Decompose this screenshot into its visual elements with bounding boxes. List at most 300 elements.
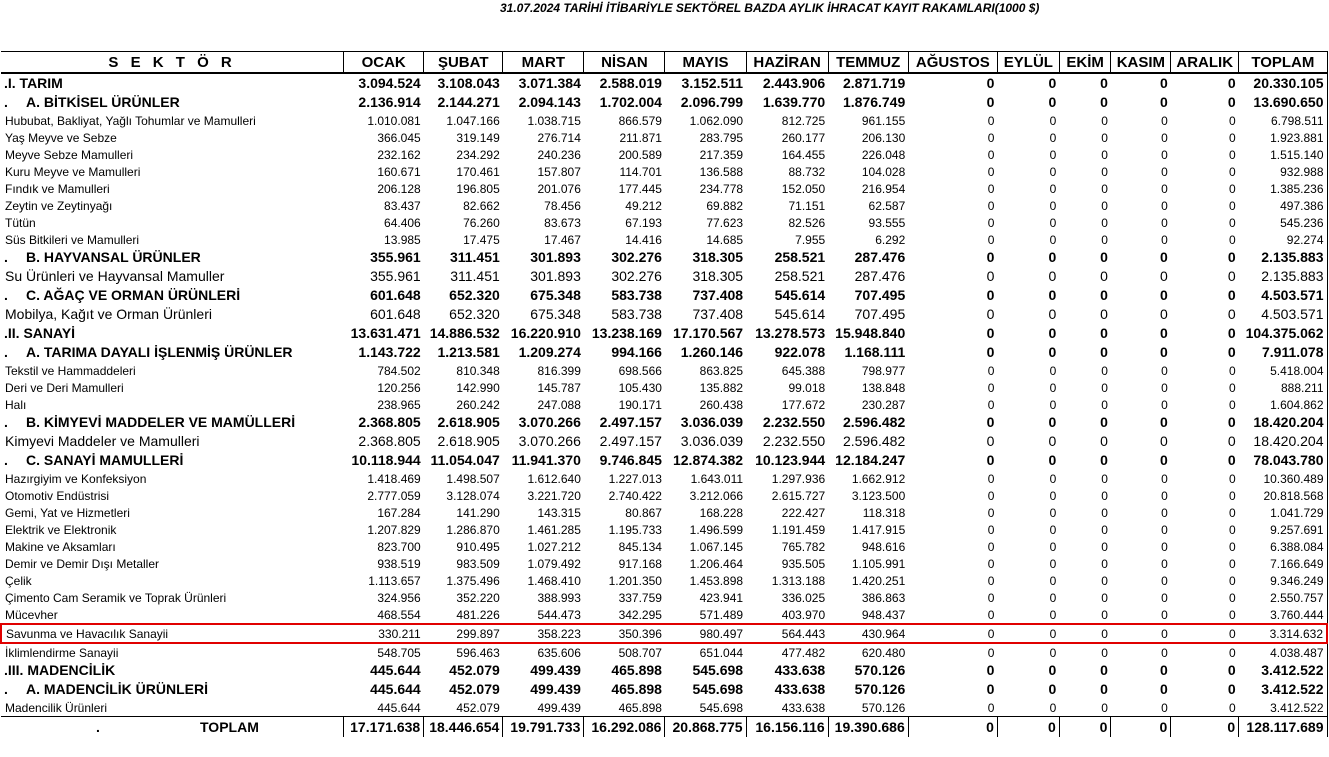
row-label-cell bbox=[1, 643, 344, 661]
value-cell: 0 bbox=[1049, 471, 1057, 486]
value-cell: 0 bbox=[1101, 556, 1108, 571]
value-cell: 128.117.689 bbox=[1239, 717, 1327, 738]
value-cell: 0 bbox=[1227, 306, 1236, 322]
row-label-cell bbox=[1, 343, 344, 362]
value-cell: 17.171.638 bbox=[344, 717, 424, 738]
value-cell: 1.143.722 bbox=[358, 344, 421, 360]
value-cell: 0 bbox=[997, 717, 1059, 738]
value-cell: 932.988 bbox=[1239, 163, 1327, 180]
value-cell: 0 bbox=[1229, 147, 1236, 162]
value-cell: 0 bbox=[1229, 539, 1236, 554]
value-cell: 0 bbox=[987, 645, 995, 660]
value-cell: 12.184.247 bbox=[835, 452, 906, 468]
value-cell: 13.985 bbox=[384, 232, 421, 247]
table-row bbox=[1, 413, 1327, 432]
value-cell: 0 bbox=[986, 325, 995, 341]
row-label-cell bbox=[1, 413, 344, 432]
value-cell: 0 bbox=[1100, 662, 1108, 678]
row-label: Otomotiv Endüstrisi bbox=[5, 488, 110, 503]
value-cell: 18.420.204 bbox=[1239, 432, 1327, 451]
value-cell: 0 bbox=[1161, 198, 1168, 213]
value-cell: 13.238.169 bbox=[591, 325, 662, 341]
table-row bbox=[1, 286, 1327, 305]
value-cell: 299.897 bbox=[424, 624, 503, 643]
value-cell: 0 bbox=[1049, 380, 1057, 395]
header-col: KASIM bbox=[1111, 52, 1171, 74]
value-cell: 0 bbox=[1111, 624, 1171, 643]
value-cell: 0 bbox=[1100, 75, 1108, 91]
value-cell: 707.495 bbox=[854, 306, 906, 322]
value-cell: 601.648 bbox=[370, 287, 421, 303]
value-cell: 1.209.274 bbox=[518, 344, 581, 360]
value-cell: 78.043.780 bbox=[1239, 451, 1327, 470]
value-cell: 652.320 bbox=[449, 287, 500, 303]
value-cell: 0 bbox=[1159, 75, 1168, 91]
header-col: TEMMUZ bbox=[828, 52, 908, 74]
value-cell: 2.550.757 bbox=[1239, 589, 1327, 606]
value-cell: 7.166.649 bbox=[1239, 555, 1327, 572]
value-cell: 3.128.074 bbox=[446, 488, 500, 503]
value-cell: 2.135.883 bbox=[1239, 267, 1327, 286]
value-cell: 13.690.650 bbox=[1239, 93, 1327, 112]
value-cell: 823.700 bbox=[377, 539, 421, 554]
value-cell: 0 bbox=[987, 505, 995, 520]
value-cell: 433.638 bbox=[774, 681, 826, 697]
value-cell: 0 bbox=[1049, 113, 1057, 128]
value-cell: 917.168 bbox=[618, 556, 662, 571]
value-cell: 143.315 bbox=[537, 505, 581, 520]
value-cell: 3.036.039 bbox=[680, 414, 744, 430]
value-cell: 0 bbox=[1159, 306, 1168, 322]
row-label-cell bbox=[1, 93, 344, 112]
value-cell: 0 bbox=[997, 624, 1059, 643]
value-cell: 388.993 bbox=[537, 590, 581, 605]
value-cell: 1.062.090 bbox=[689, 113, 744, 128]
value-cell: 232.162 bbox=[377, 147, 421, 162]
value-cell: 508.707 bbox=[618, 645, 662, 660]
table-row bbox=[1, 324, 1327, 343]
value-cell: 0 bbox=[1159, 249, 1168, 265]
value-cell: 0 bbox=[1227, 681, 1236, 697]
value-cell: 0 bbox=[1229, 590, 1236, 605]
value-cell: 737.408 bbox=[692, 287, 744, 303]
value-cell: 0 bbox=[1101, 113, 1108, 128]
row-label-cell bbox=[1, 305, 344, 324]
value-cell: 283.795 bbox=[699, 130, 744, 145]
table-row bbox=[1, 432, 1327, 451]
value-cell: 0 bbox=[1227, 433, 1236, 449]
row-label: Mücevher bbox=[5, 607, 58, 622]
table-row bbox=[1, 680, 1327, 699]
row-label: Meyve Sebze Mamulleri bbox=[5, 147, 134, 162]
value-cell: 445.644 bbox=[370, 662, 421, 678]
value-cell: 1.191.459 bbox=[771, 522, 826, 537]
value-cell: 0 bbox=[1161, 232, 1168, 247]
value-cell: 0 bbox=[1049, 363, 1057, 378]
value-cell: 737.408 bbox=[692, 306, 744, 322]
value-cell: 2.368.805 bbox=[358, 433, 421, 449]
table-body bbox=[1, 73, 1327, 737]
value-cell: 545.698 bbox=[692, 662, 744, 678]
value-cell: 69.882 bbox=[706, 198, 744, 213]
value-cell: 0 bbox=[1101, 590, 1108, 605]
value-cell: 2.740.422 bbox=[608, 488, 662, 503]
row-label-cell bbox=[1, 231, 344, 248]
value-cell: 0 bbox=[1171, 717, 1239, 738]
table-row bbox=[1, 112, 1327, 129]
value-cell: 234.292 bbox=[456, 147, 500, 162]
value-cell: 62.587 bbox=[868, 198, 906, 213]
value-cell: 570.126 bbox=[854, 662, 906, 678]
value-cell: 258.521 bbox=[774, 268, 826, 284]
value-cell: 6.798.511 bbox=[1239, 112, 1327, 129]
value-cell: 105.430 bbox=[618, 380, 662, 395]
value-cell: 3.412.522 bbox=[1239, 680, 1327, 699]
value-cell: 0 bbox=[1159, 287, 1168, 303]
value-cell: 20.818.568 bbox=[1239, 487, 1327, 504]
value-cell: 0 bbox=[1100, 344, 1108, 360]
value-cell: 0 bbox=[1101, 471, 1108, 486]
value-cell: 0 bbox=[987, 380, 995, 395]
value-cell: 287.476 bbox=[854, 249, 906, 265]
value-cell: 980.497 bbox=[665, 624, 746, 643]
value-cell: 0 bbox=[1161, 471, 1168, 486]
value-cell: 0 bbox=[987, 522, 995, 537]
value-cell: 0 bbox=[1100, 268, 1108, 284]
value-cell: 336.025 bbox=[781, 590, 826, 605]
value-cell: 0 bbox=[987, 363, 995, 378]
value-cell: 935.505 bbox=[781, 556, 826, 571]
value-cell: 0 bbox=[1101, 380, 1108, 395]
row-prefix: . bbox=[4, 249, 8, 265]
value-cell: 0 bbox=[1229, 471, 1236, 486]
value-cell: 152.050 bbox=[781, 181, 826, 196]
value-cell: 6.292 bbox=[875, 232, 906, 247]
row-label-cell bbox=[1, 470, 344, 487]
value-cell: 2.871.719 bbox=[842, 75, 906, 91]
value-cell: 0 bbox=[1227, 287, 1236, 303]
value-cell: 888.211 bbox=[1239, 379, 1327, 396]
value-cell: 1.105.991 bbox=[851, 556, 906, 571]
value-cell: 961.155 bbox=[861, 113, 906, 128]
row-label: I. TARIM bbox=[7, 75, 63, 91]
table-row bbox=[1, 699, 1327, 717]
value-cell: 14.416 bbox=[625, 232, 662, 247]
value-cell: 9.257.691 bbox=[1239, 521, 1327, 538]
value-cell: 0 bbox=[1048, 681, 1057, 697]
value-cell: 358.223 bbox=[503, 624, 584, 643]
value-cell: 983.509 bbox=[456, 556, 500, 571]
value-cell: 17.467 bbox=[544, 232, 581, 247]
value-cell: 1.207.829 bbox=[367, 522, 421, 537]
value-cell: 240.236 bbox=[537, 147, 581, 162]
table-row bbox=[1, 606, 1327, 624]
value-cell: 635.606 bbox=[537, 645, 581, 660]
value-cell: 1.038.715 bbox=[527, 113, 581, 128]
row-prefix: . bbox=[4, 94, 8, 110]
value-cell: 765.782 bbox=[781, 539, 826, 554]
value-cell: 2.618.905 bbox=[437, 414, 500, 430]
value-cell: 564.443 bbox=[746, 624, 828, 643]
value-cell: 675.348 bbox=[530, 306, 581, 322]
value-cell: 0 bbox=[1100, 306, 1108, 322]
value-cell: 157.807 bbox=[537, 164, 581, 179]
row-label-cell bbox=[1, 572, 344, 589]
row-label: Makine ve Aksamları bbox=[5, 539, 116, 554]
row-label-cell bbox=[1, 624, 344, 643]
value-cell: 92.274 bbox=[1239, 231, 1327, 248]
value-cell: 64.406 bbox=[384, 215, 421, 230]
value-cell: 0 bbox=[1049, 556, 1057, 571]
value-cell: 145.787 bbox=[537, 380, 581, 395]
value-cell: 16.292.086 bbox=[584, 717, 665, 738]
row-label: Elektrik ve Elektronik bbox=[5, 522, 117, 537]
row-prefix: . bbox=[4, 662, 8, 678]
value-cell: 0 bbox=[987, 397, 995, 412]
value-cell: 1.010.081 bbox=[367, 113, 421, 128]
value-cell: 71.151 bbox=[788, 198, 826, 213]
value-cell: 1.468.410 bbox=[527, 573, 581, 588]
value-cell: 0 bbox=[1229, 522, 1236, 537]
row-label-cell bbox=[1, 267, 344, 286]
value-cell: 0 bbox=[1049, 700, 1057, 715]
value-cell: 0 bbox=[1049, 215, 1057, 230]
value-cell: 16.156.116 bbox=[746, 717, 828, 738]
value-cell: 0 bbox=[1101, 215, 1108, 230]
value-cell: 0 bbox=[987, 164, 995, 179]
value-cell: 0 bbox=[1161, 488, 1168, 503]
value-cell: 0 bbox=[986, 433, 995, 449]
row-label-cell bbox=[1, 661, 344, 680]
header-col: AĞUSTOS bbox=[908, 52, 997, 74]
row-label-cell bbox=[1, 163, 344, 180]
report-title: 31.07.2024 TARİHİ İTİBARİYLE SEKTÖREL BAZDA AYLIK İHRACAT KAYIT RAKAMLARI(1000 $) bbox=[500, 1, 1040, 15]
value-cell: 14.685 bbox=[706, 232, 744, 247]
value-cell: 0 bbox=[1161, 164, 1168, 179]
row-label-cell bbox=[1, 521, 344, 538]
value-cell: 0 bbox=[1159, 94, 1168, 110]
row-label-cell bbox=[1, 129, 344, 146]
value-cell: 1.496.599 bbox=[689, 522, 744, 537]
value-cell: 0 bbox=[1161, 700, 1168, 715]
value-cell: 3.314.632 bbox=[1239, 624, 1327, 643]
value-cell: 0 bbox=[1229, 198, 1236, 213]
value-cell: 136.588 bbox=[699, 164, 744, 179]
value-cell: 445.644 bbox=[377, 700, 421, 715]
value-cell: 302.276 bbox=[611, 268, 662, 284]
value-cell: 0 bbox=[1229, 380, 1236, 395]
row-label-cell bbox=[1, 248, 344, 267]
value-cell: 433.638 bbox=[774, 662, 826, 678]
value-cell: 0 bbox=[1159, 325, 1168, 341]
value-cell: 1.213.581 bbox=[437, 344, 500, 360]
value-cell: 784.502 bbox=[377, 363, 421, 378]
value-cell: 2.497.157 bbox=[599, 433, 662, 449]
row-label: A. BİTKİSEL ÜRÜNLER bbox=[26, 94, 180, 110]
value-cell: 1.041.729 bbox=[1239, 504, 1327, 521]
row-prefix: . bbox=[4, 75, 8, 91]
value-cell: 18.446.654 bbox=[424, 717, 503, 738]
value-cell: 0 bbox=[1227, 662, 1236, 678]
value-cell: 620.480 bbox=[861, 645, 906, 660]
row-label: Demir ve Demir Dışı Metaller bbox=[5, 556, 160, 571]
row-label: Su Ürünleri ve Hayvansal Mamuller bbox=[5, 268, 225, 284]
value-cell: 545.614 bbox=[774, 287, 826, 303]
value-cell: 0 bbox=[1229, 488, 1236, 503]
value-cell: 0 bbox=[1161, 556, 1168, 571]
value-cell: 2.136.914 bbox=[358, 94, 421, 110]
value-cell: 0 bbox=[1048, 414, 1057, 430]
row-label: Zeytin ve Zeytinyağı bbox=[5, 198, 113, 213]
value-cell: 0 bbox=[1049, 130, 1057, 145]
value-cell: 196.805 bbox=[456, 181, 500, 196]
value-cell: 355.961 bbox=[370, 268, 421, 284]
value-cell: 49.212 bbox=[625, 198, 662, 213]
value-cell: 0 bbox=[1049, 539, 1057, 554]
row-label-cell bbox=[1, 362, 344, 379]
row-label-cell bbox=[1, 396, 344, 413]
row-label: III. MADENCİLİK bbox=[7, 662, 116, 678]
table-row bbox=[1, 504, 1327, 521]
value-cell: 1.227.013 bbox=[608, 471, 662, 486]
value-cell: 0 bbox=[1101, 363, 1108, 378]
row-label-cell bbox=[1, 589, 344, 606]
value-cell: 0 bbox=[1161, 147, 1168, 162]
row-label: Madencilik Ürünleri bbox=[5, 700, 108, 715]
row-label-cell bbox=[1, 680, 344, 699]
value-cell: 1.876.749 bbox=[842, 94, 906, 110]
value-cell: 545.698 bbox=[692, 681, 744, 697]
row-label: Çimento Cam Seramik ve Toprak Ürünleri bbox=[5, 590, 227, 605]
table-row bbox=[1, 248, 1327, 267]
value-cell: 0 bbox=[1229, 573, 1236, 588]
value-cell: 337.759 bbox=[618, 590, 662, 605]
table-row bbox=[1, 555, 1327, 572]
value-cell: 0 bbox=[1101, 198, 1108, 213]
table-row bbox=[1, 661, 1327, 680]
value-cell: 1.453.898 bbox=[689, 573, 744, 588]
value-cell: 2.096.799 bbox=[680, 94, 744, 110]
value-cell: 160.671 bbox=[377, 164, 421, 179]
value-cell: 0 bbox=[1048, 287, 1057, 303]
value-cell: 465.898 bbox=[618, 700, 662, 715]
row-label: II. SANAYİ bbox=[7, 325, 76, 341]
value-cell: 164.455 bbox=[781, 147, 826, 162]
table-row bbox=[1, 305, 1327, 324]
header-col: ARALIK bbox=[1171, 52, 1239, 74]
row-label: Mobilya, Kağıt ve Orman Ürünleri bbox=[5, 306, 212, 322]
value-cell: 0 bbox=[986, 268, 995, 284]
table-row bbox=[1, 717, 1327, 738]
header-col: MAYIS bbox=[665, 52, 746, 74]
value-cell: 1.201.350 bbox=[608, 573, 662, 588]
value-cell: 104.375.062 bbox=[1239, 324, 1327, 343]
header-col: EYLÜL bbox=[997, 52, 1059, 74]
value-cell: 17.170.567 bbox=[672, 325, 744, 341]
value-cell: 6.388.084 bbox=[1239, 538, 1327, 555]
value-cell: 948.437 bbox=[861, 607, 906, 622]
value-cell: 206.128 bbox=[377, 181, 421, 196]
table-row bbox=[1, 589, 1327, 606]
value-cell: 3.036.039 bbox=[680, 433, 744, 449]
value-cell: 0 bbox=[1229, 164, 1236, 179]
table-header bbox=[1, 52, 1327, 74]
value-cell: 141.290 bbox=[456, 505, 500, 520]
value-cell: 675.348 bbox=[530, 287, 581, 303]
value-cell: 548.705 bbox=[377, 645, 421, 660]
value-cell: 82.526 bbox=[788, 215, 826, 230]
value-cell: 0 bbox=[1229, 397, 1236, 412]
value-cell: 0 bbox=[1049, 573, 1057, 588]
value-cell: 2.588.019 bbox=[599, 75, 662, 91]
value-cell: 698.566 bbox=[618, 363, 662, 378]
value-cell: 5.418.004 bbox=[1239, 362, 1327, 379]
value-cell: 0 bbox=[1229, 505, 1236, 520]
value-cell: 0 bbox=[1049, 505, 1057, 520]
table-row bbox=[1, 362, 1327, 379]
value-cell: 497.386 bbox=[1239, 197, 1327, 214]
value-cell: 1.418.469 bbox=[367, 471, 421, 486]
value-cell: 247.088 bbox=[537, 397, 581, 412]
row-label-cell bbox=[1, 538, 344, 555]
value-cell: 83.673 bbox=[544, 215, 581, 230]
row-label-cell bbox=[1, 606, 344, 624]
value-cell: 0 bbox=[1229, 215, 1236, 230]
value-cell: 1.375.496 bbox=[446, 573, 500, 588]
value-cell: 0 bbox=[1101, 181, 1108, 196]
value-cell: 0 bbox=[908, 717, 997, 738]
value-cell: 452.079 bbox=[456, 700, 500, 715]
value-cell: 810.348 bbox=[456, 363, 500, 378]
value-cell: 0 bbox=[987, 488, 995, 503]
row-label-cell bbox=[1, 197, 344, 214]
value-cell: 0 bbox=[1049, 232, 1057, 247]
value-cell: 78.456 bbox=[544, 198, 581, 213]
value-cell: 0 bbox=[1171, 624, 1239, 643]
row-label: B. HAYVANSAL ÜRÜNLER bbox=[26, 249, 201, 265]
value-cell: 0 bbox=[1100, 287, 1108, 303]
value-cell: 216.954 bbox=[861, 181, 906, 196]
value-cell: 2.144.271 bbox=[437, 94, 500, 110]
value-cell: 4.503.571 bbox=[1239, 305, 1327, 324]
value-cell: 570.126 bbox=[854, 681, 906, 697]
header-col: OCAK bbox=[344, 52, 424, 74]
table-row bbox=[1, 163, 1327, 180]
row-prefix: . bbox=[4, 452, 8, 468]
value-cell: 0 bbox=[987, 130, 995, 145]
value-cell: 445.644 bbox=[370, 681, 421, 697]
value-cell: 0 bbox=[1159, 433, 1168, 449]
header-col: TOPLAM bbox=[1239, 52, 1327, 74]
value-cell: 0 bbox=[987, 573, 995, 588]
value-cell: 1.067.145 bbox=[689, 539, 744, 554]
value-cell: 3.070.266 bbox=[518, 433, 581, 449]
value-cell: 0 bbox=[1101, 700, 1108, 715]
value-cell: 19.390.686 bbox=[828, 717, 908, 738]
row-label-cell bbox=[1, 432, 344, 451]
value-cell: 570.126 bbox=[861, 700, 906, 715]
table-row bbox=[1, 129, 1327, 146]
header-row bbox=[1, 52, 1327, 74]
value-cell: 798.977 bbox=[861, 363, 906, 378]
value-cell: 226.048 bbox=[861, 147, 906, 162]
header-col: EKİM bbox=[1059, 52, 1111, 74]
value-cell: 0 bbox=[1161, 113, 1168, 128]
value-cell: 12.874.382 bbox=[672, 452, 744, 468]
value-cell: 816.399 bbox=[537, 363, 581, 378]
value-cell: 0 bbox=[1049, 397, 1057, 412]
table-row bbox=[1, 451, 1327, 470]
